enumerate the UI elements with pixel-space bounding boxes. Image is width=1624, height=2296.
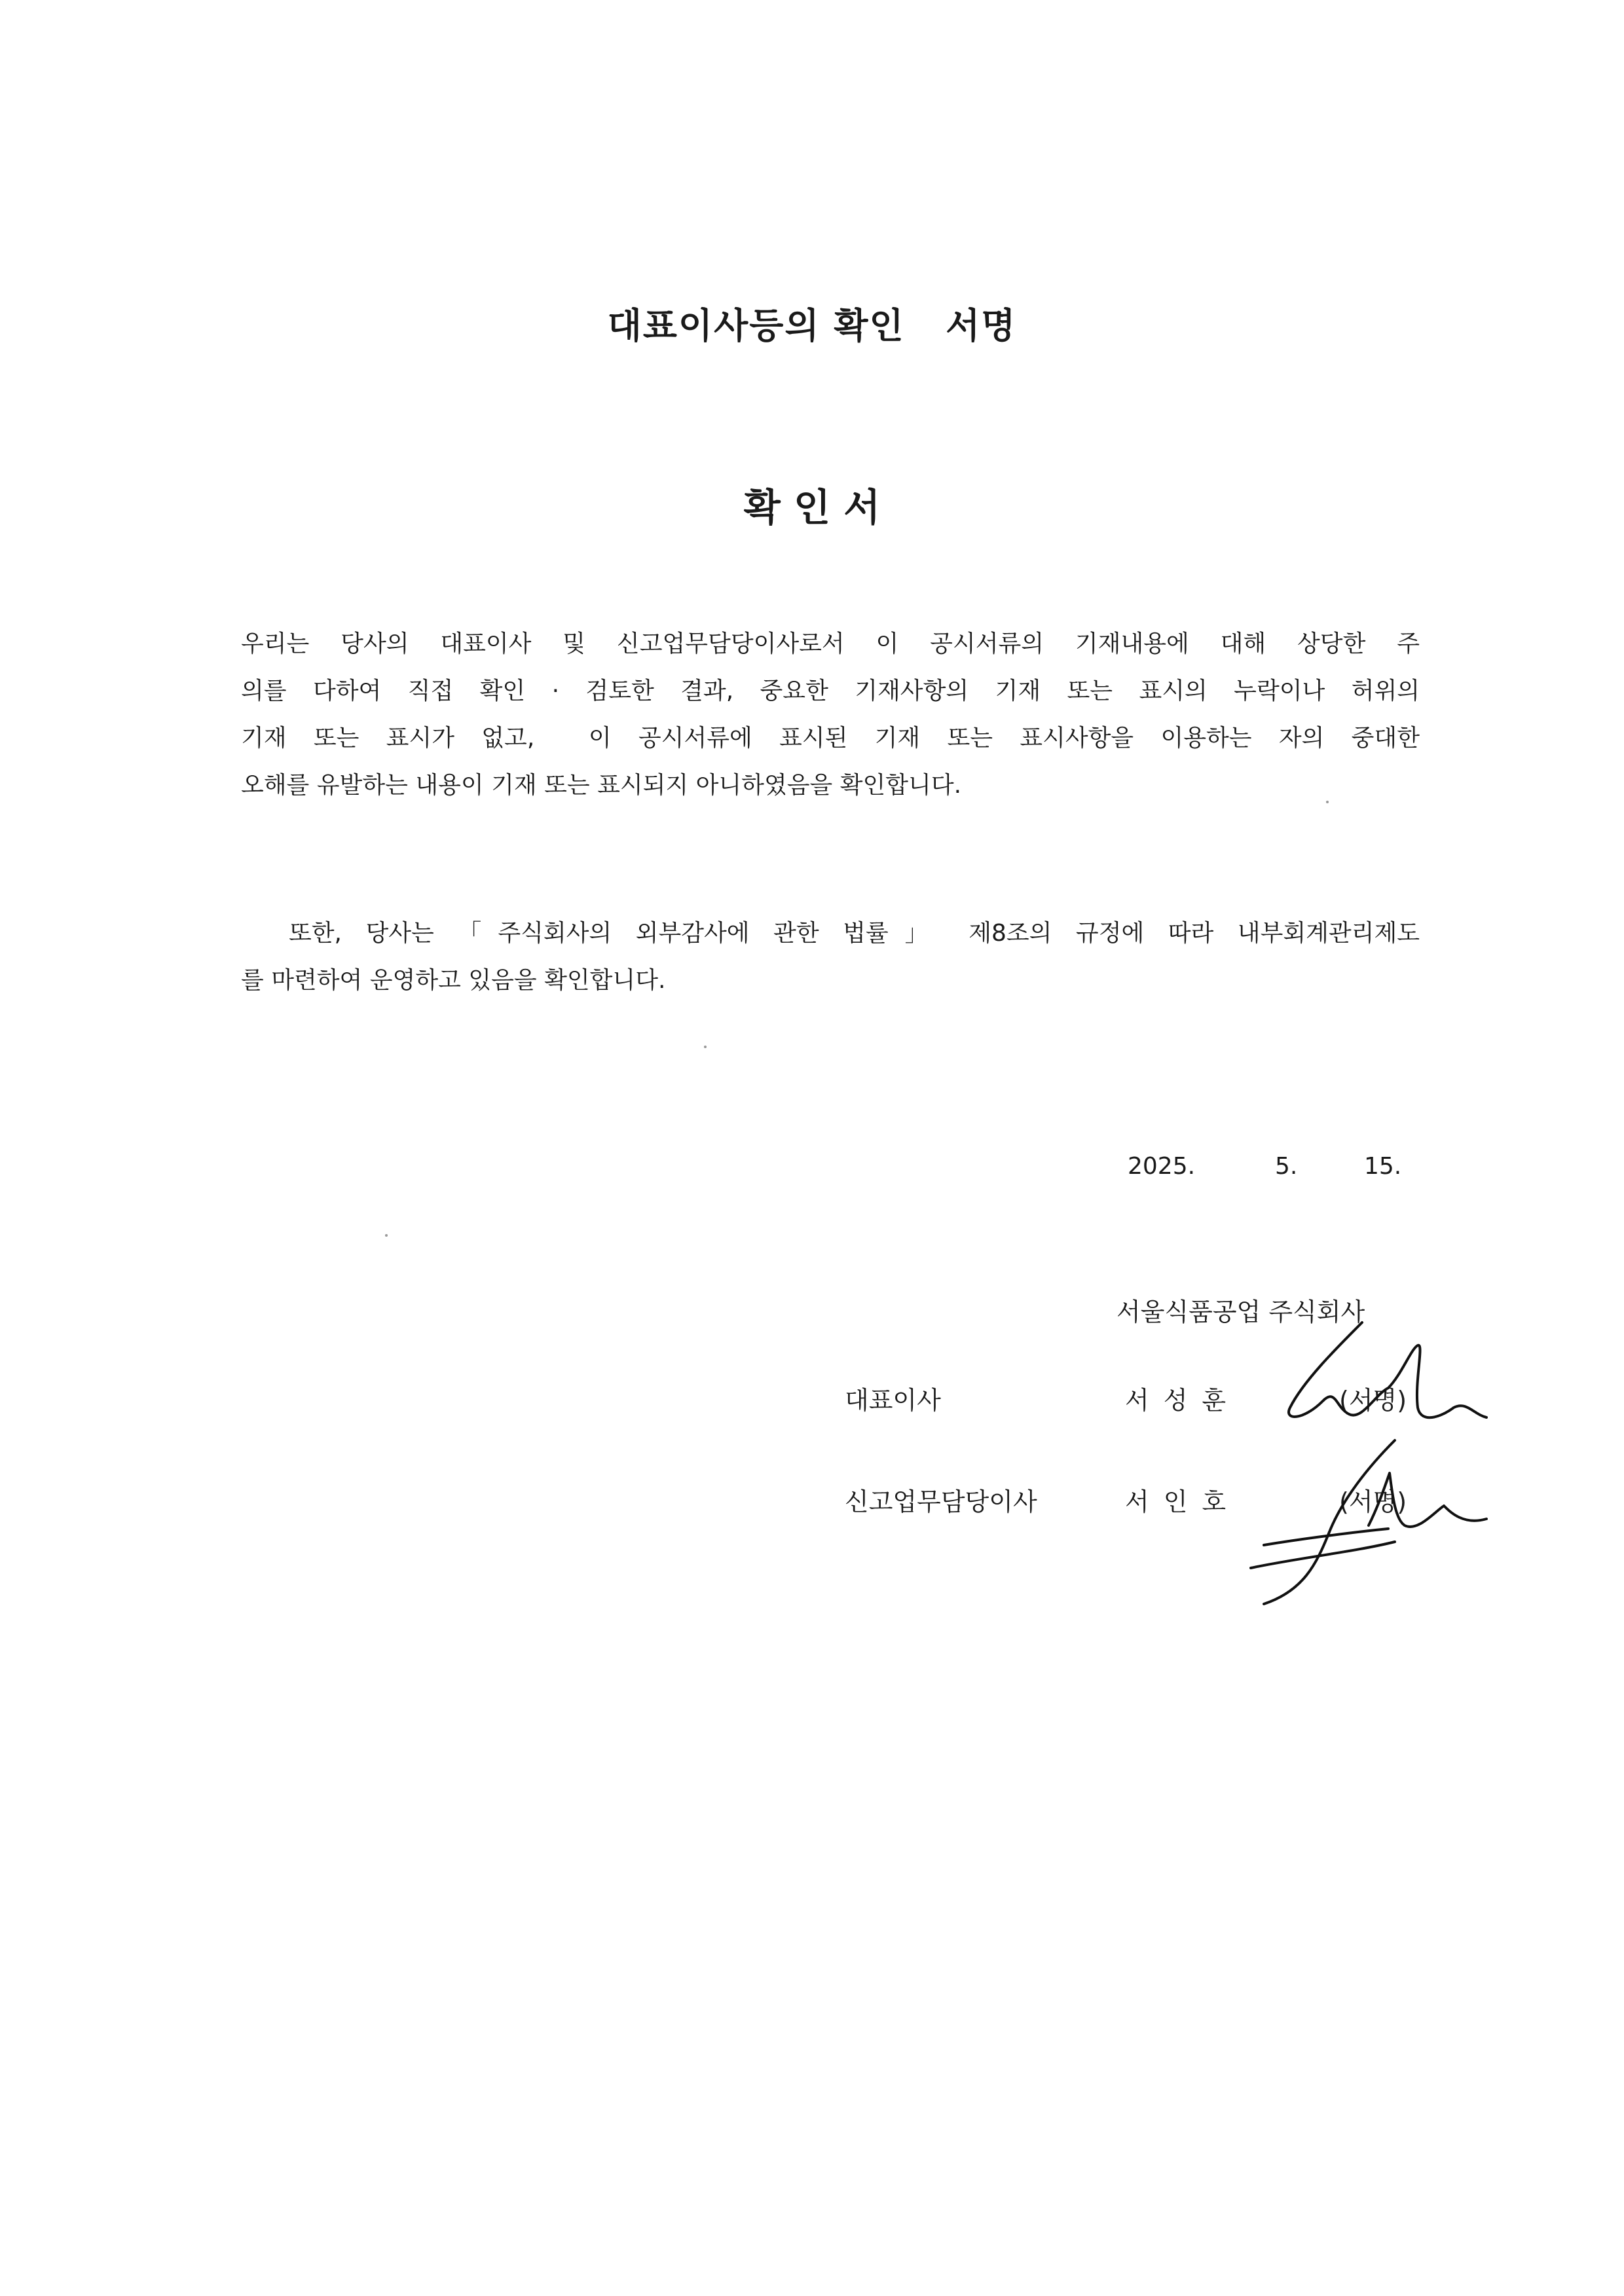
signer-name-ceo: 서성훈 [1125, 1386, 1241, 1415]
date-year: 2025. [1128, 1153, 1196, 1180]
scan-speck [1326, 801, 1329, 803]
company-name: 서울식품공업 주식회사 [1116, 1298, 1365, 1326]
scan-speck [385, 1234, 388, 1237]
signature-mark-ceo: (서명) [1339, 1386, 1407, 1415]
scan-speck [704, 1046, 707, 1048]
handwritten-signature-disclosure-officer [1238, 1427, 1513, 1624]
document-subtitle: 확 인 서 [743, 485, 881, 530]
confirmation-paragraph [241, 621, 1420, 809]
internal-control-paragraph [241, 910, 1420, 1004]
signer-role-disclosure-officer: 신고업무담당이사 [845, 1487, 1037, 1516]
paragraph-line: 를 마련하여 운영하고 있음을 확인합니다. [241, 967, 666, 994]
signer-name-disclosure-officer: 서인호 [1125, 1487, 1241, 1516]
date-day: 15. [1364, 1153, 1402, 1180]
paragraph-line: 기재 또는 표시가 없고, 이 공시서류에 표시된 기재 또는 표시사항을 이용하는 자의 중대한 [241, 725, 1420, 752]
handwritten-signature-ceo [1277, 1309, 1539, 1440]
paragraph-line: 오해를 유발하는 내용이 기재 또는 표시되지 아니하였음을 확인합니다. [241, 772, 962, 799]
date-month: 5. [1275, 1153, 1298, 1180]
signer-role-ceo: 대표이사 [845, 1386, 941, 1415]
signature-mark-disclosure-officer: (서명) [1339, 1487, 1407, 1516]
document-title: 대표이사등의 확인 서명 [607, 305, 1017, 346]
paragraph-line: 의를 다하여 직접 확인 · 검토한 결과, 중요한 기재사항의 기재 또는 표시의 누락이나 허위의 [241, 678, 1420, 704]
paragraph-line: 우리는 당사의 대표이사 및 신고업무담당이사로서 이 공시서류의 기재내용에 대해 상당한 주 [241, 630, 1420, 657]
paragraph-line: 또한, 당사는 「주식회사의 외부감사에 관한 법률」 제8조의 규정에 따라 내부회계관리제도 [241, 920, 1420, 947]
